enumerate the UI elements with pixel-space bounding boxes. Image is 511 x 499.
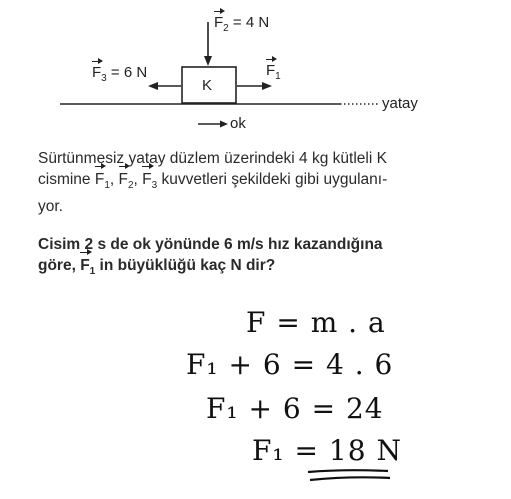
solution-line-2: F₁ + 6 = 4 . 6 bbox=[186, 348, 394, 381]
force-diagram bbox=[0, 0, 511, 140]
question-line-1: Cisim 2 s de ok yönünde 6 m/s hız kazandığına bbox=[38, 236, 383, 253]
f3-arrow-head bbox=[148, 82, 158, 90]
problem-text bbox=[38, 148, 488, 217]
solution-line-4: F₁ = 18 N bbox=[252, 434, 402, 467]
f1-arrow-head bbox=[262, 82, 272, 90]
direction-label: ok bbox=[230, 115, 246, 132]
answer-underline bbox=[160, 300, 460, 495]
ground-label: yatay bbox=[382, 95, 418, 112]
problem-line-1: Sürtünmesiz yatay düzlem üzerindeki 4 kg kütleli K bbox=[38, 150, 387, 167]
f1-label: $F_1$ bbox=[266, 62, 281, 82]
question-text bbox=[38, 234, 488, 282]
question-line-2: göre, $F_1$ in büyüklüğü kaç N dir? bbox=[38, 257, 276, 278]
f3-label: $F_3 = 6$ N bbox=[92, 64, 148, 84]
f2-arrow-head bbox=[204, 56, 212, 66]
handwritten-solution bbox=[160, 300, 460, 495]
problem-line-2: cismine $F_1$, $F_2$, $F_3$ kuvvetleri şekildeki gibi uygulanı- bbox=[38, 171, 388, 192]
f2-label: $F_2 = 4$ N bbox=[214, 14, 270, 34]
ok-arrow-head bbox=[220, 121, 228, 128]
problem-line-3: yor. bbox=[38, 198, 63, 216]
solution-line-1: F = m . a bbox=[246, 306, 386, 339]
solution-line-3: F₁ + 6 = 24 bbox=[206, 392, 384, 425]
block-label: K bbox=[202, 77, 213, 94]
